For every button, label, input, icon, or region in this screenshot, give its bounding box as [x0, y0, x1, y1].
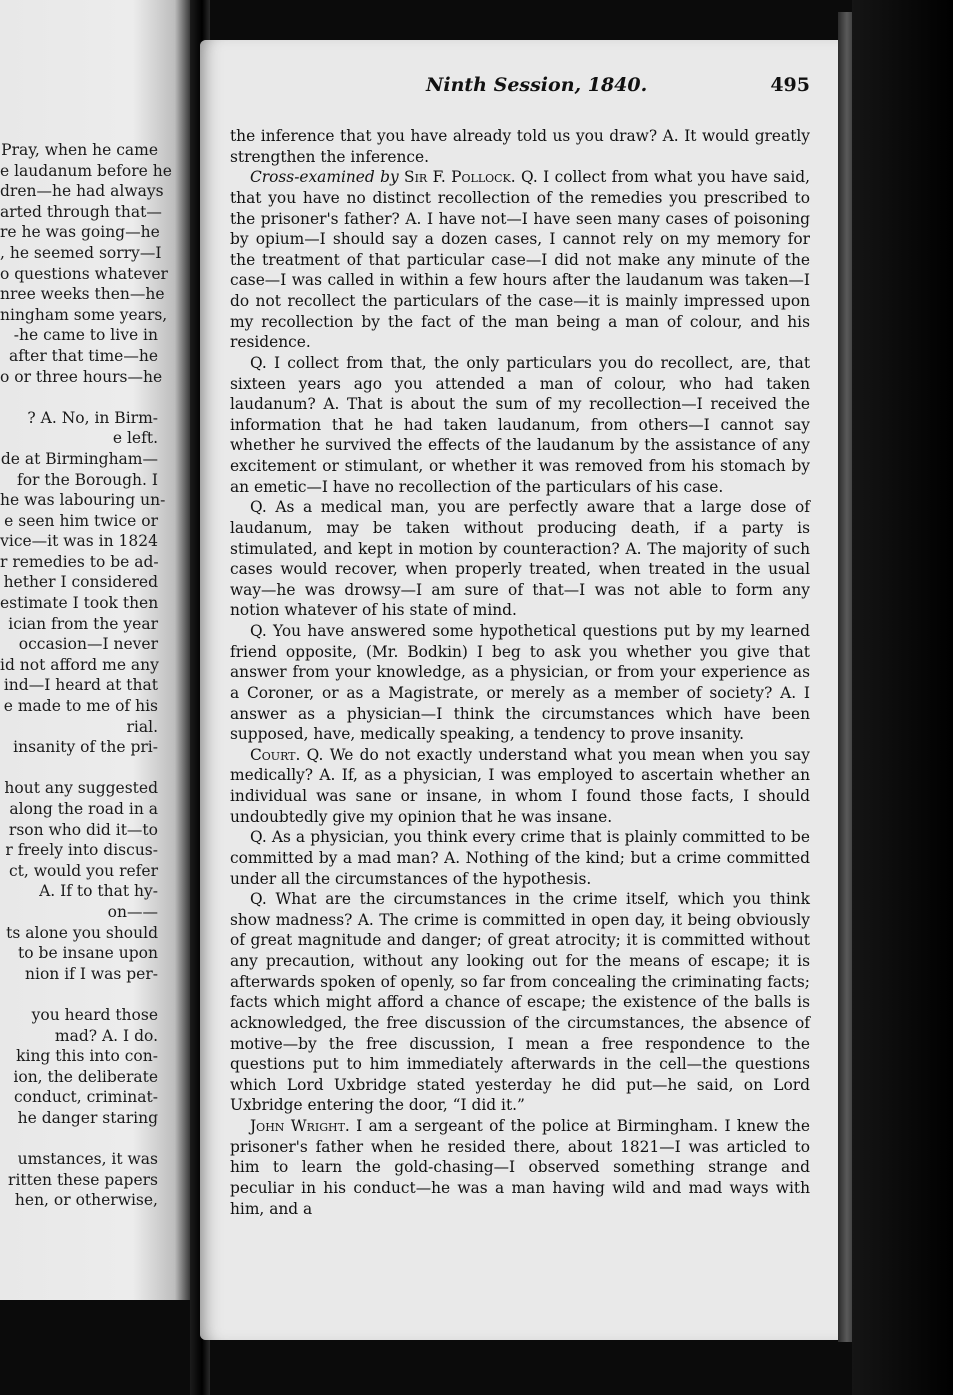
left-page-line: nree weeks then—he	[0, 285, 165, 304]
left-page-line: occasion—I never	[18, 635, 158, 654]
left-page-line: hen, or otherwise,	[14, 1191, 158, 1210]
left-page-line: ? A. No, in Birm-	[27, 408, 158, 427]
witness-name: John Wright.	[250, 1117, 350, 1135]
paragraph-text: Q. I collect from what you have said, that you have no distinct recollection of the remedies you prescribed to the prisoner's father? A. I have not—I have seen many cases of poisoning by opium—I should say a dozen cases, I cannot rely on my memory for the treatment of that particular case—I did not make any minute of the case—I was called in within a few hours after the laudanum was taken—I do not recollect the particulars of the case—it is mainly impressed upon my recollection by the fact of the man being a man of colour, and his residence.	[230, 168, 810, 352]
left-page-line: estimate I took then	[0, 594, 159, 613]
left-page-line: ician from the year	[8, 614, 158, 633]
page-body	[230, 126, 810, 1219]
left-page-line: insanity of the pri-	[13, 738, 158, 757]
left-page-text	[0, 140, 172, 1211]
left-page-line: de at Birmingham—	[0, 449, 158, 468]
left-page-line: king this into con-	[16, 1047, 158, 1066]
left-page-line: he danger staring	[17, 1108, 158, 1127]
left-page	[0, 0, 190, 1300]
paragraph-question: Q. I collect from that, the only particulars you do recollect, are, that sixteen years ago you attended a man of colour, who had taken laudanum? A. That is about the sum of my recollection—I received the information that he had taken laudanum, from others—I cannot say whether he survived the effects of the laudanum by the assistance of any excitement or stimulant, or whether it was removed from his stomach by an emetic—I have no recollection of the particulars of his case.	[230, 353, 810, 496]
paragraph-question: Q. As a medical man, you are perfectly aware that a large dose of laudanum, may be taken without producing death, if a party is stimulated, and kept in motion by counteraction? A. The majority of such cases would recover, when properly treated, when treated in the usual way—he was drowsy—I am sure of that—I was not able to form any notion whatever of his state of mind.	[230, 498, 810, 620]
left-page-line: nion if I was per-	[25, 964, 158, 983]
left-page-line: for the Borough. I	[16, 470, 158, 489]
paragraph-text: Q. We do not exactly understand what you mean when you say medically? A. If, as a physician, I was employed to ascertain whether an individual was sane or insane, in whom I found those facts, I should undoubtedly give my opinion that he was insane.	[230, 745, 810, 826]
left-page-line: r freely into discus-	[5, 841, 158, 860]
left-page-line: e laudanum before he	[0, 161, 172, 180]
paragraph-continuation: the inference that you have already told us you draw? A. It would greatly strengthen the inference.	[230, 127, 810, 166]
court-label: Court.	[250, 745, 301, 764]
paragraph-question: Q. You have answered some hypothetical questions put by my learned friend opposite, (Mr. Bodkin) I beg to ask you whether you give that answer from your knowledge, as a physician, or from your experience as a Coroner, or as a Magistrate, or merely as a member of society? A. I answer as a physician—I think the circumstances which have been supposed, have, medically speaking, a tendency to prove insanity.	[230, 622, 810, 744]
left-page-line: e made to me of his	[3, 697, 158, 716]
left-page-line: ningham some years,	[0, 305, 168, 324]
left-page-line: mad? A. I do.	[54, 1026, 158, 1045]
left-page-line: rson who did it—to	[8, 820, 158, 839]
left-page-line: , he seemed sorry—I	[0, 243, 162, 262]
left-page-line: after that time—he	[8, 346, 158, 365]
left-page-line: you heard those	[31, 1005, 158, 1024]
paragraph-court	[230, 745, 810, 828]
left-page-line: ion, the deliberate	[13, 1067, 158, 1086]
left-page-line: rial.	[126, 717, 158, 736]
left-page-line: to be insane upon	[18, 944, 158, 963]
left-page-line: ct, would you refer	[8, 861, 158, 880]
left-page-line: -he came to live in	[13, 326, 158, 345]
left-page-line: arted through that—	[0, 202, 162, 221]
left-page-line: Pray, when he came	[1, 141, 158, 159]
left-page-line: conduct, criminat-	[13, 1088, 158, 1107]
paragraph-witness	[230, 1116, 810, 1219]
paragraph-cross-examination	[230, 167, 810, 353]
page-number: 495	[770, 74, 810, 96]
left-page-line: vice—it was in 1824	[0, 532, 158, 551]
left-page-line: ritten these papers	[8, 1170, 158, 1189]
left-page-line: on——	[107, 902, 158, 921]
left-page-line: ind—I heard at that	[3, 676, 158, 695]
examiner-name: Sir F. Pollock.	[404, 168, 516, 187]
left-page-gap	[0, 1129, 158, 1150]
left-page-line: o or three hours—he	[0, 367, 163, 386]
paragraph-question: Q. What are the circumstances in the crime itself, which you think show madness? A. The crime is committed in open day, it being obviously of great magnitude and danger; of great atrocity; it is committed without any precaution, without any looking out for the means of escape; it is afterwards spoken of openly, so far from concealing the criminating facts; facts which might afford a chance of escape; the existence of the balls is acknowledged, the free discussion of the circumstances, the absence of motive—by the free discussion, I mean a free respondence to the questions put to him immediately afterwards in the cell—the questions which Lord Uxbridge stated yesterday he did put—he said, on Lord Uxbridge entering the door, “I did it.”	[230, 890, 810, 1115]
left-page-line: along the road in a	[9, 800, 158, 818]
running-title: Ninth Session, 1840.	[426, 74, 648, 96]
left-page-line: A. If to that hy-	[39, 882, 158, 901]
left-page-line: ts alone you should	[6, 923, 158, 942]
left-page-line: o questions whatever	[0, 264, 168, 283]
left-page-line: umstances, it was	[17, 1150, 158, 1169]
left-page-line: he was labouring un-	[0, 491, 166, 510]
left-page-line: re he was going—he	[0, 223, 160, 242]
left-page-line: id not afford me any	[0, 655, 159, 674]
page-header	[230, 74, 812, 102]
left-page-line	[0, 758, 158, 779]
left-page-line: hout any suggested	[4, 779, 158, 798]
left-page-line: dren—he had always	[0, 182, 164, 201]
cross-examined-label: Cross-examined by	[250, 168, 399, 187]
left-page-line: hether I considered	[3, 573, 158, 592]
left-page-line: r remedies to be ad-	[0, 552, 159, 571]
paragraph-question: Q. As a physician, you think every crime that is plainly committed to be committed by a mad man? A. Nothing of the kind; but a crime committed under all the circumstances of the hypothesis.	[230, 828, 810, 888]
left-page-line: e left.	[112, 429, 158, 448]
left-page-gap	[0, 387, 158, 408]
left-page-line	[0, 984, 158, 1005]
dark-background	[852, 0, 953, 1395]
left-page-line: e seen him twice or	[4, 511, 158, 530]
paragraph-text: I am a sergeant of the police at Birmingham. I knew the prisoner's father when he resided there, about 1821—I was articled to him to learn the gold-chasing—I observed something strange and peculiar in his conduct—he was a man having wild and mad ways with him, and a	[230, 1117, 810, 1218]
